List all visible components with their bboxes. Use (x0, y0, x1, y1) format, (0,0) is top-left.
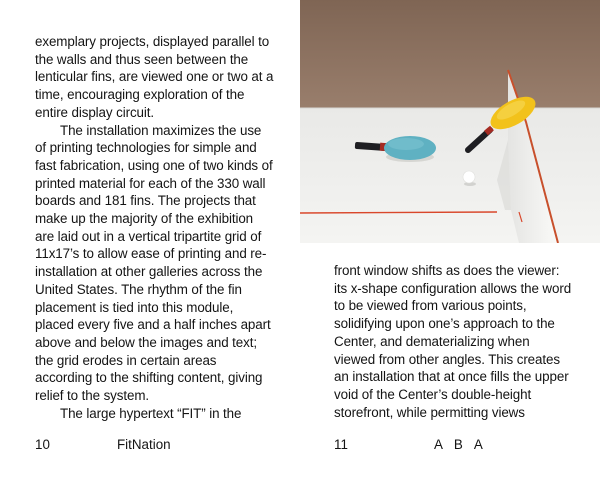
photo-table (300, 108, 600, 243)
left-paragraph-3: The large hypertext “FIT” in the (60, 405, 242, 421)
photo-yellow-paddle-grip (486, 128, 492, 133)
right-body-text (334, 262, 574, 421)
left-paragraph-2: The installation maximizes the use of printing technologies for simple and fast fabrication, using one of two kinds of printed material for each of the 330 wall boards and 181 fins. The projects that make up the majority of the exhibition are laid out in a vertical tripartite grid of 11x17’s to allow ease of printing and re-installation at other galleries across the United States. The rhythm of the fin placement is tied into this module, placed every five and a half inches apart above and below the images and text; the grid erodes in certain areas according to the shifting content, giving relief to the system. (35, 122, 273, 404)
ping-pong-photo (300, 0, 600, 243)
left-page-number: 10 (35, 437, 50, 452)
left-paragraph-1: exemplary projects, displayed parallel to the walls and thus seen between the lenticular fins, are viewed one or two at a time, encouraging exploration of the entire display circuit. (35, 34, 274, 120)
photo-ball (463, 171, 475, 183)
left-running-title: FitNation (117, 437, 171, 452)
right-paragraph-1: front window shifts as does the viewer: its x-shape configuration allows the word to be viewed from various points, solidifying upon one’s approach to the Center, and dematerializing when viewed from other angles. This creates an installation that at once fills the upper void of the Center’s double-height storefront, while permitting views (334, 263, 572, 420)
right-page-number: 11 (334, 437, 348, 452)
photo-red-line (300, 212, 497, 213)
left-body-text (35, 33, 275, 422)
right-page (300, 0, 600, 486)
photo-wall (300, 0, 600, 112)
photo-blue-paddle-highlight (388, 138, 424, 150)
right-running-title: A B A (434, 437, 487, 452)
